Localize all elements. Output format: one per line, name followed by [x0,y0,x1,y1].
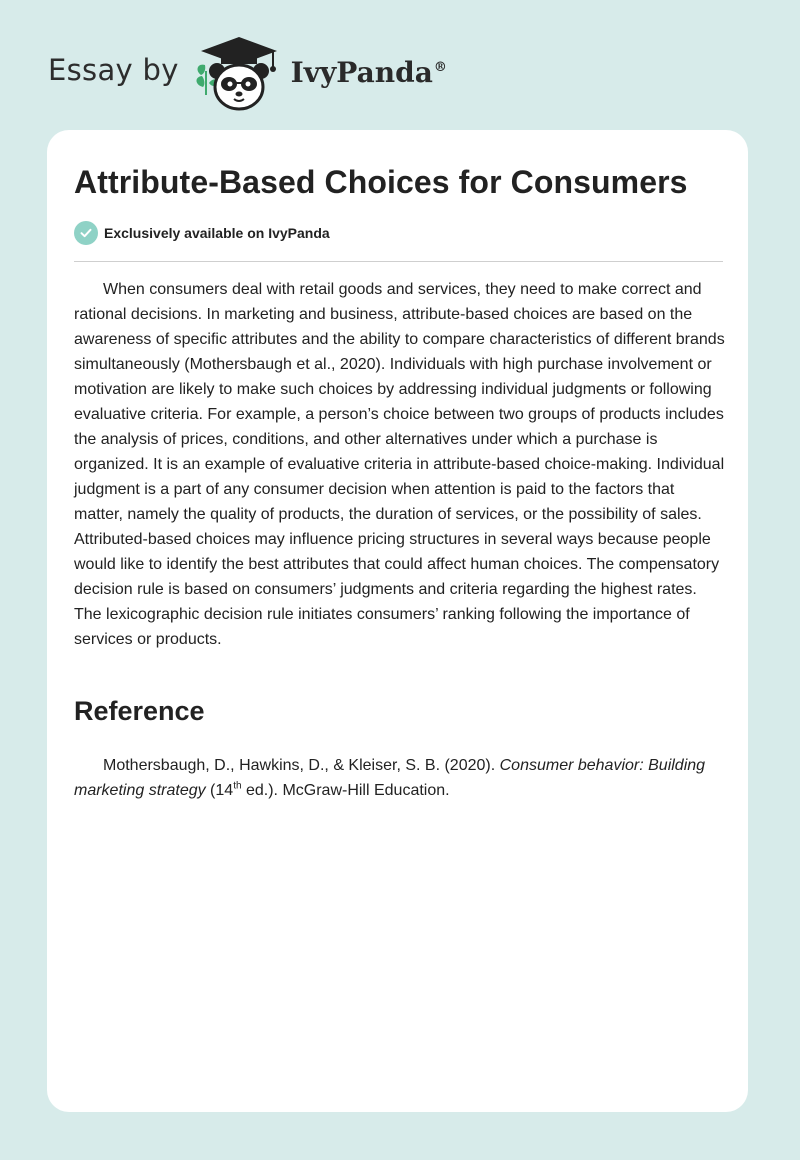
check-circle-icon [74,221,98,245]
reference-publisher: ed.). McGraw-Hill Education. [241,782,450,799]
brand-name[interactable]: IvyPanda® [290,55,447,89]
exclusive-badge [74,221,330,245]
reference-heading: Reference [74,696,205,726]
site-header [48,34,447,114]
page-title: Attribute-Based Choices for Consumers [74,164,688,200]
reference-authors: Mothersbaugh, D., Hawkins, D., & Kleiser, S. B. (2020). [103,757,500,774]
reference-book-title: Consumer behavior: Building marketing strategy [74,757,706,799]
badge-label: Exclusively available on IvyPanda [104,225,330,241]
reference-entry [74,753,726,803]
panda-graduate-icon[interactable] [193,35,285,113]
reference-edition-open: (14 [205,782,234,799]
essay-by-label: Essay by [48,53,179,87]
divider [74,261,723,262]
registered-mark: ® [433,60,447,76]
reference-edition-sup: th [233,780,242,792]
article-paragraph: When consumers deal with retail goods and services, they need to make correct and rational decisions. In marketing and business, attribute-based choices are based on the awareness of specific attributes and the ability to compare characteristics of different brands simultaneously (Mothersbaugh et al., 2020). Individuals with high purchase involvement or motivation are likely to make such choices by addressing individual judgments or following evaluative criteria. For example, a person’s choice between two groups of products includes the analysis of prices, conditions, and other alternatives under which a purchase is organized. It is an example of evaluative criteria in attribute-based choice-making. Individual judgment is a part of any consumer decision when attention is paid to the factors that matter, namely the quality of products, the duration of services, or the possibility of sales. Attributed-based choices may influence pricing structures in several ways because people would like to identify the best attributes that could affect human choices. The compensatory decision rule is based on consumers’ judgments and criteria regarding the highest rates. The lexicographic decision rule initiates consumers’ ranking following the importance of services or products. [74,281,725,648]
article-card [47,130,748,1112]
